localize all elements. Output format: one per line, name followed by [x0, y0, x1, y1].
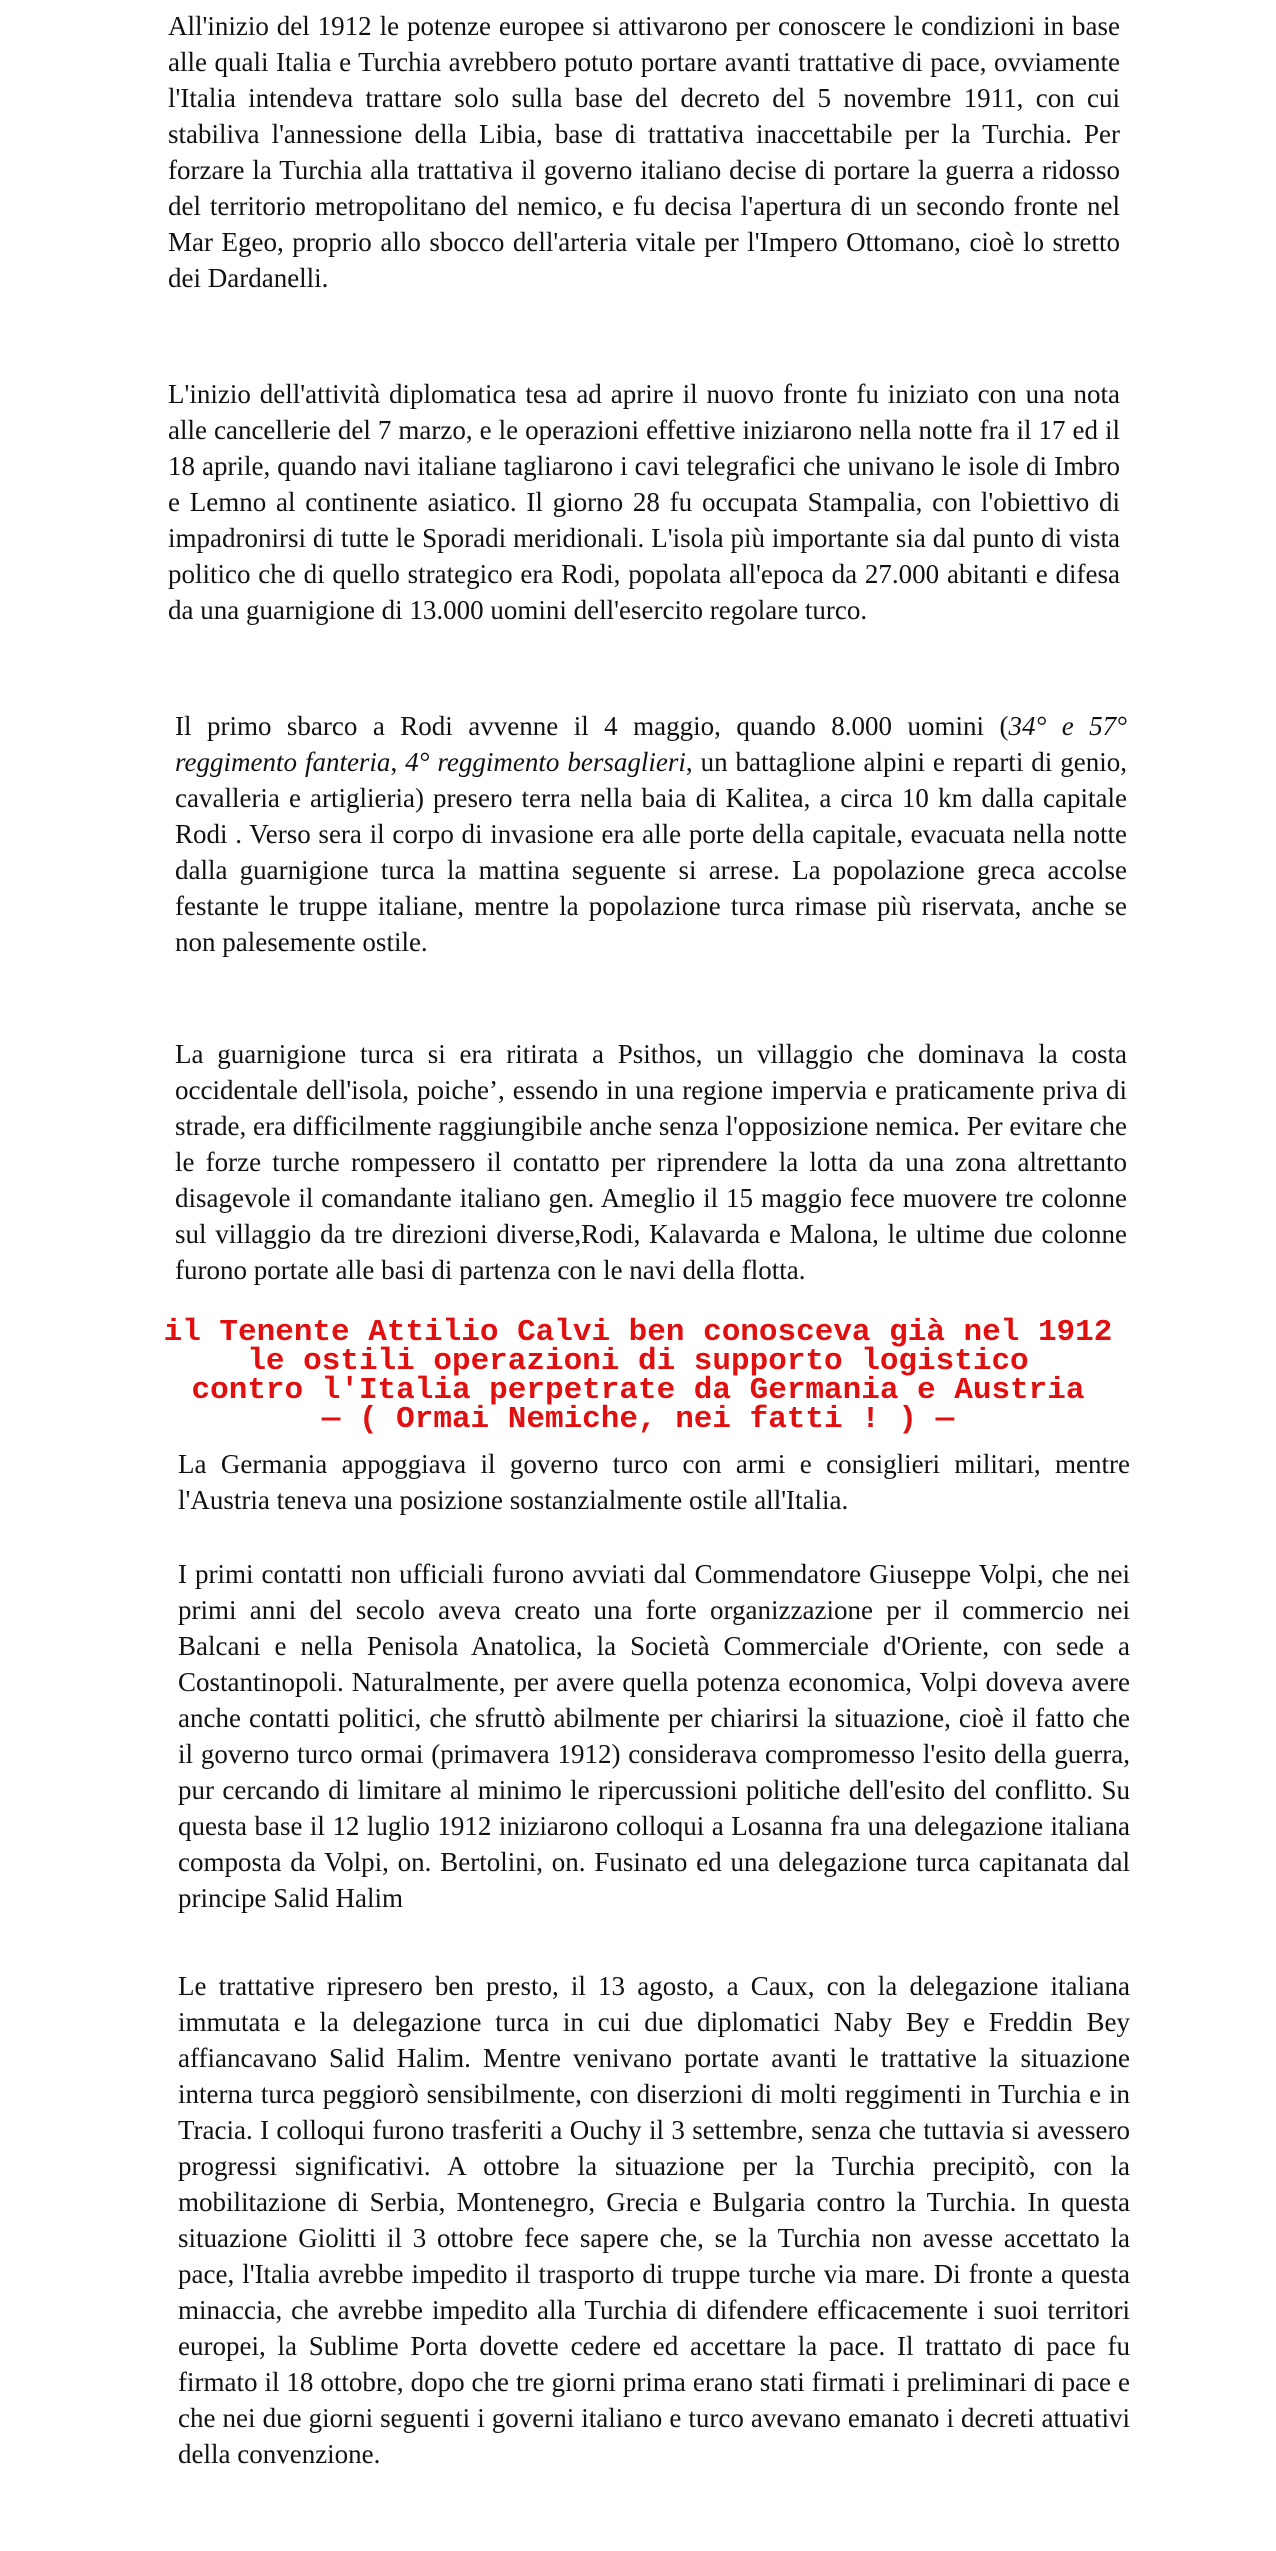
italic-text: 34° e 57° reggimento fanteria	[175, 711, 1127, 777]
annotation-line: le ostili operazioni di supporto logistico	[247, 1344, 1029, 1379]
paragraph-text: La guarnigione turca si era ritirata a Psithos, un villaggio che dominava la costa occidentale dell'isola, poiche’, essendo in una regione impervia e praticamente priva di strade, era difficilmente raggiungibile anche senza l'opposizione nemica. Per evitare che le forze turche rompessero il contatto per riprendere la lotta da una zona altrettanto disagevole il comandante italiano gen. Ameglio il 15 maggio fece muovere tre colonne sul villaggio da tre direzioni diverse,Rodi, Kalavarda e Malona, le ultime due colonne furono portate alle basi di partenza con le navi della flotta.	[175, 1039, 1127, 1285]
annotation-line: il Tenente Attilio Calvi ben conosceva già nel 1912	[163, 1315, 1113, 1350]
italic-text: 4° reggimento bersaglieri	[405, 747, 686, 777]
paragraph-text: La Germania appoggiava il governo turco con armi e consiglieri militari, mentre l'Austria teneva una posizione sostanzialmente ostile all'Italia.	[178, 1449, 1130, 1515]
paragraph-text	[175, 708, 1127, 960]
paragraph-text: Le trattative ripresero ben presto, il 13 agosto, a Caux, con la delegazione italiana immutata e la delegazione turca in cui due diplomatici Naby Bey e Freddin Bey affiancavano Salid Halim. Mentre venivano portate avanti le trattative la situazione interna turca peggiorò sensibilmente, con diserzioni di molti reggimenti in Turchia e in Tracia. I colloqui furono trasferiti a Ouchy il 3 settembre, senza che tuttavia si avessero progressi significativi. A ottobre la situazione per la Turchia precipitò, con la mobilitazione di Serbia, Montenegro, Grecia e Bulgaria contro la Turchia. In questa situazione Giolitti il 3 ottobre fece sapere che, se la Turchia non avesse accettato la pace, l'Italia avrebbe impedito il trasporto di truppe turche via mare. Di fronte a questa minaccia, che avrebbe impedito alla Turchia di difendere efficacemente i suoi territori europei, la Sublime Porta dovette cedere ed accettare la pace. Il trattato di pace fu firmato il 18 ottobre, dopo che tre giorni prima erano stati firmati i preliminari di pace e che nei due giorni seguenti i governi italiano e turco avevano emanato i decreti attuativi della convenzione.	[178, 1971, 1130, 2469]
paragraph-5	[178, 1446, 1130, 1518]
annotation-line: contro l'Italia perpetrate da Germania e Austria	[191, 1373, 1085, 1408]
text-run: Il primo sbarco a Rodi avvenne il 4 maggio, quando 8.000 uomini (	[175, 711, 1009, 741]
red-annotation	[0, 1315, 1276, 1437]
paragraph-7	[178, 1968, 1130, 2472]
paragraph-text: I primi contatti non ufficiali furono avviati dal Commendatore Giuseppe Volpi, che nei primi anni del secolo aveva creato una forte organizzazione per il commercio nei Balcani e nella Penisola Anatolica, la Società Commerciale d'Oriente, con sede a Costantinopoli. Naturalmente, per avere quella potenza economica, Volpi doveva avere anche contatti politici, che sfruttò abilmente per chiarirsi la situazione, cioè il fatto che il governo turco ormai (primavera 1912) considerava compromesso l'esito della guerra, pur cercando di limitare al minimo le ripercussioni politiche dell'esito del conflitto. Su questa base il 12 luglio 1912 iniziarono colloqui a Losanna fra una delegazione italiana composta da Volpi, on. Bertolini, on. Fusinato ed una delegazione turca capitanata dal principe Salid Halim	[178, 1559, 1130, 1913]
paragraph-1	[168, 8, 1120, 296]
paragraph-4	[175, 1036, 1127, 1288]
text-run: ,	[390, 747, 406, 777]
text-run: , un battaglione alpini e reparti di genio, cavalleria e artiglieria) presero terra nella baia di Kalitea, a circa 10 km dalla capitale Rodi . Verso sera il corpo di invasione era alle porte della capitale, evacuata nella notte dalla guarnigione turca la mattina seguente si arrese. La popolazione greca accolse festante le truppe italiane, mentre la popolazione turca rimase più riservata, anche se non palesemente ostile.	[175, 747, 1127, 957]
paragraph-2	[168, 376, 1120, 628]
paragraph-text: All'inizio del 1912 le potenze europee si attivarono per conoscere le condizioni in base alle quali Italia e Turchia avrebbero potuto portare avanti trattative di pace, ovviamente l'Italia intendeva trattare solo sulla base del decreto del 5 novembre 1911, con cui stabiliva l'annessione della Libia, base di trattativa inaccettabile per la Turchia. Per forzare la Turchia alla trattativa il governo italiano decise di portare la guerra a ridosso del territorio metropolitano del nemico, e fu decisa l'apertura di un secondo fronte nel Mar Egeo, proprio allo sbocco dell'arteria vitale per l'Impero Ottomano, cioè lo stretto dei Dardanelli.	[168, 11, 1120, 293]
paragraph-text: L'inizio dell'attività diplomatica tesa ad aprire il nuovo fronte fu iniziato con una nota alle cancellerie del 7 marzo, e le operazioni effettive iniziarono nella notte fra il 17 ed il 18 aprile, quando navi italiane tagliarono i cavi telegrafici che univano le isole di Imbro e Lemno al continente asiatico. Il giorno 28 fu occupata Stampalia, con l'obiettivo di impadronirsi di tutte le Sporadi meridionali. L'isola più importante sia dal punto di vista politico che di quello strategico era Rodi, popolata all'epoca da 27.000 abitanti e difesa da una guarnigione di 13.000 uomini dell'esercito regolare turco.	[168, 379, 1120, 625]
paragraph-6	[178, 1556, 1130, 1916]
annotation-line: — ( Ormai Nemiche, nei fatti ! ) —	[321, 1402, 955, 1437]
paragraph-3	[175, 708, 1127, 960]
